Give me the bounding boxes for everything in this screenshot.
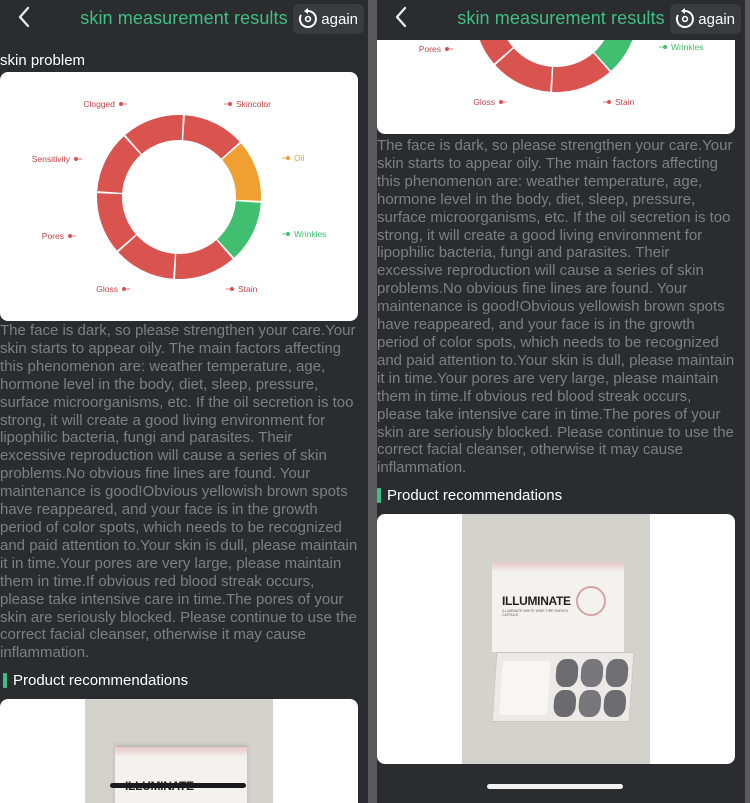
chart-label-wrinkles: Wrinkles [294, 229, 327, 239]
reco-heading-label: Product recommendations [387, 487, 563, 504]
product-recommendations-heading [3, 672, 188, 689]
again-label: again [321, 10, 358, 28]
refresh-icon [674, 8, 696, 30]
top-bar [377, 0, 745, 40]
product-recommendations-heading [377, 487, 562, 504]
chart-label-gloss: Gloss [96, 284, 118, 294]
chart-label-stain: Stain [615, 97, 635, 107]
overlay-bar [110, 783, 246, 788]
home-indicator [487, 784, 623, 789]
product-photo [462, 514, 650, 764]
chart-label-clogged: Clogged [83, 99, 115, 109]
chart-label-sensitivity: Sensitivity [31, 154, 70, 164]
donut-chart [0, 72, 358, 321]
chart-label-oil: Oil [294, 153, 305, 163]
right-screen [377, 0, 745, 803]
box-stripe [115, 747, 247, 757]
product-brand: ILLUMINATE [502, 594, 571, 608]
chart-label-pores: Pores [418, 44, 441, 54]
chart-label-pores: Pores [41, 231, 64, 241]
reco-heading-label: Product recommendations [13, 672, 189, 689]
page-title: skin measurement results [457, 8, 665, 28]
accent-bar [377, 488, 381, 503]
chart-label-wrinkles: Wrinkles [671, 42, 704, 52]
again-label: again [698, 10, 735, 28]
refresh-icon [297, 8, 319, 30]
product-subtitle: ILLUMINATE WHITE WIRE TIRE ENRICH CAPSULE [502, 609, 568, 617]
again-button[interactable] [670, 4, 741, 34]
tray-insert [499, 661, 551, 715]
chart-label-skincolor: Skincolor [236, 99, 271, 109]
top-bar [0, 0, 368, 40]
chart-label-stain: Stain [238, 284, 258, 294]
product-box [492, 562, 624, 652]
product-card[interactable] [377, 514, 735, 764]
description-text: The face is dark, so please strengthen your care.Your skin starts to appear oily. The main factors affecting this phenomenon are: weather temperature, age, hormone level in the body, diet, sleep, pressure, surface microorganisms, etc. If the oil secretion is too strong, it will create a good living environment for lipophilic bacteria, fungi and parasites. Their excessive reproduction will cause a series of skin problems.No obvious fine lines are found. Your maintenance is good!Obvious yellowish brown spots have reappeared, and your face is in the growth period of color spots, which needs to be recognized and paid attention to.Your skin is dull, please maintain it in time.Your pores are very large, please maintain them in time.If obvious red blood streak occurs, please take intensive care in time.The pores of your skin are seriously blocked. Please continue to use the correct facial cleanser, otherwise it may cause inflammation. [377, 137, 735, 477]
left-screen [0, 0, 368, 803]
box-stripe [492, 562, 624, 572]
accent-bar [3, 673, 7, 688]
chart-label-gloss: Gloss [473, 97, 495, 107]
product-box [115, 747, 247, 803]
description-text: The face is dark, so please strengthen your care.Your skin starts to appear oily. The main factors affecting this phenomenon are: weather temperature, age, hormone level in the body, diet, sleep, pressure, surface microorganisms, etc. If the oil secretion is too strong, it will create a good living environment for lipophilic bacteria, fungi and parasites. Their excessive reproduction will cause a series of skin problems.No obvious fine lines are found. Your maintenance is good!Obvious yellowish brown spots have reappeared, and your face is in the growth period of color spots, which needs to be recognized and paid attention to.Your skin is dull, please maintain it in time.Your pores are very large, please maintain them in time.If obvious red blood streak occurs, please take intensive care in time.The pores of your skin are seriously blocked. Please continue to use the correct facial cleanser, otherwise it may cause inflammation. [0, 322, 358, 662]
again-button[interactable] [293, 4, 364, 34]
capsule-pack [553, 659, 629, 717]
section-label: skin problem [0, 52, 86, 69]
page-title: skin measurement results [80, 8, 288, 28]
product-tray [492, 652, 635, 722]
product-logo-ring [576, 586, 606, 616]
donut-chart-card [0, 72, 358, 321]
